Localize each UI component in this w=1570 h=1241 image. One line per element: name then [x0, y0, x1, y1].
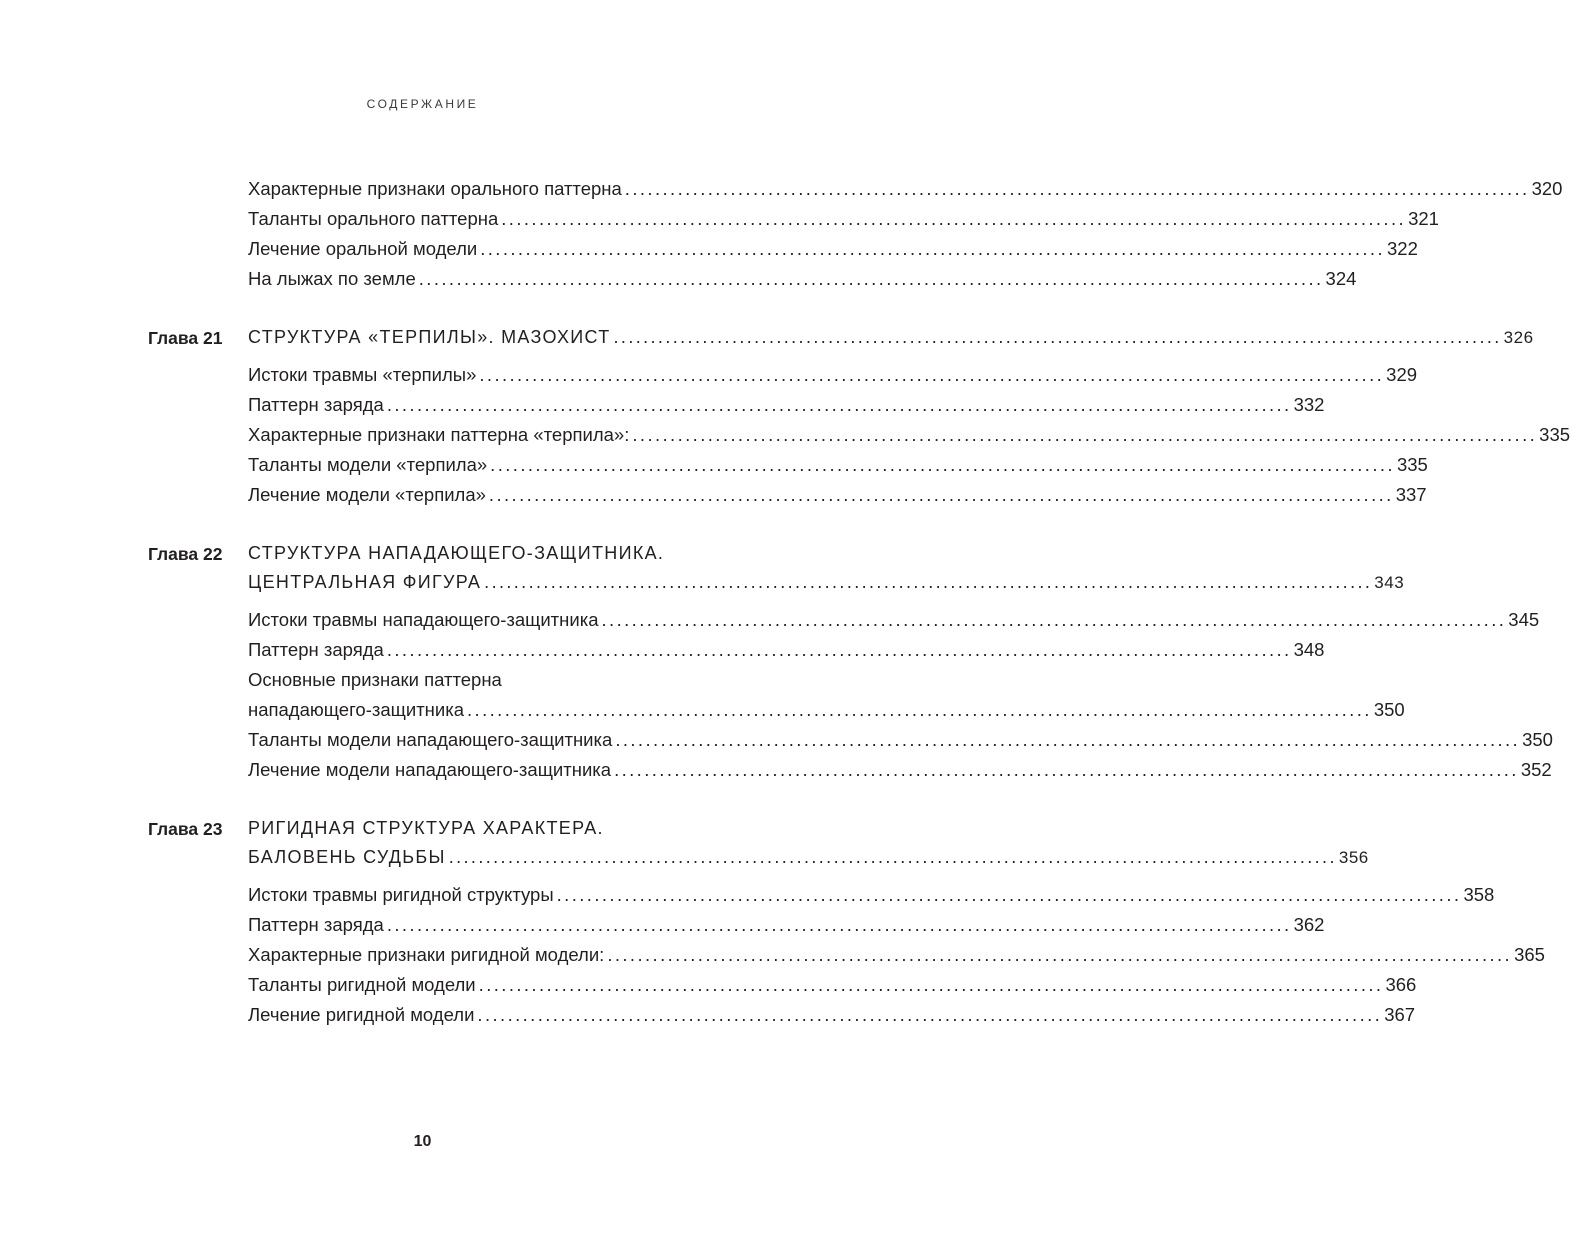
- dot-leader: ........................................................................................................................: [477, 1004, 1383, 1025]
- toc-entry[interactable]: [248, 174, 1563, 204]
- dot-leader: ........................................................................................................................: [601, 609, 1507, 630]
- toc-entry[interactable]: [248, 420, 1570, 450]
- toc-entry-page: 329: [1386, 364, 1418, 385]
- toc-entry[interactable]: [248, 725, 1553, 755]
- table-of-contents: [0, 174, 1570, 1030]
- chapter-title[interactable]: [248, 843, 1369, 872]
- leading-entries: [0, 174, 1563, 294]
- dot-leader: ........................................................................................................................: [386, 914, 1292, 935]
- dot-leader: ........................................................................................................................: [467, 699, 1372, 720]
- toc-entry-line[interactable]: [248, 665, 738, 695]
- page-number: 10: [413, 1133, 432, 1150]
- toc-entry-title: Таланты модели нападающего-защитника: [248, 729, 613, 750]
- toc-entry-title: Таланты орального паттерна: [248, 208, 499, 229]
- toc-entry-page: 332: [1293, 394, 1325, 415]
- chapter-entries: [0, 880, 1545, 1030]
- toc-entry-title: Паттерн заряда: [248, 639, 384, 660]
- toc-entry-title: Лечение модели «терпила»: [248, 484, 486, 505]
- dot-leader: ........................................................................................................................: [490, 454, 1395, 475]
- dot-leader: ........................................................................................................................: [501, 208, 1407, 229]
- dot-leader: ........................................................................................................................: [615, 729, 1521, 750]
- chapter-label: Глава 22: [148, 544, 223, 564]
- dot-leader: ........................................................................................................................: [484, 572, 1373, 592]
- dot-leader: ........................................................................................................................: [624, 178, 1530, 199]
- chapter-title-text: БАЛОВЕНЬ СУДЬБЫ: [248, 847, 446, 867]
- toc-entry[interactable]: [248, 204, 1439, 234]
- toc-entry-page: 365: [1514, 944, 1545, 965]
- chapter-title-text: ЦЕНТРАЛЬНАЯ ФИГУРА: [248, 572, 482, 592]
- toc-entry-page: 345: [1508, 609, 1540, 630]
- dot-leader: ........................................................................................................................: [632, 424, 1538, 445]
- chapter-entries: [0, 360, 1570, 510]
- toc-entry-page: 337: [1395, 484, 1427, 505]
- toc-entry-title: Характерные признаки паттерна «терпила»:: [248, 424, 630, 445]
- chapter-title-text: СТРУКТУРА НАПАДАЮЩЕГО-ЗАЩИТНИКА.: [248, 543, 665, 563]
- toc-entry[interactable]: [248, 390, 1325, 420]
- chapter-title-line[interactable]: [248, 814, 738, 843]
- toc-entry[interactable]: [248, 360, 1418, 390]
- toc-entry-page: 324: [1325, 268, 1357, 289]
- toc-entry[interactable]: [248, 264, 1357, 294]
- toc-entry-page: 320: [1531, 178, 1563, 199]
- toc-entry[interactable]: [248, 695, 1405, 725]
- toc-entry-title: Таланты ригидной модели: [248, 974, 476, 995]
- toc-entry[interactable]: [248, 635, 1325, 665]
- dot-leader: ........................................................................................................................: [448, 847, 1337, 867]
- toc-entry-title: Основные признаки паттерна: [248, 669, 502, 690]
- dot-leader: ........................................................................................................................: [478, 974, 1384, 995]
- chapter-page: 326: [1503, 328, 1534, 347]
- chapter-label: Глава 23: [148, 819, 223, 839]
- toc-entry[interactable]: [248, 480, 1427, 510]
- toc-entry[interactable]: [248, 755, 1552, 785]
- dot-leader: ........................................................................................................................: [488, 484, 1394, 505]
- dot-leader: ........................................................................................................................: [479, 364, 1385, 385]
- chapter-23: [0, 814, 1545, 1030]
- toc-entry-title: Лечение оральной модели: [248, 238, 478, 259]
- toc-entry[interactable]: [248, 1000, 1416, 1030]
- toc-entry[interactable]: [248, 880, 1495, 910]
- toc-entry[interactable]: [248, 910, 1325, 940]
- dot-leader: ........................................................................................................................: [556, 884, 1462, 905]
- chapter-page: 356: [1338, 848, 1369, 867]
- toc-entry-title: Паттерн заряда: [248, 394, 384, 415]
- toc-entry-page: 335: [1396, 454, 1428, 475]
- chapter-21: [0, 323, 1570, 510]
- dot-leader: ........................................................................................................................: [607, 944, 1513, 965]
- chapter-label: Глава 21: [148, 328, 223, 348]
- dot-leader: ........................................................................................................................: [386, 394, 1292, 415]
- toc-entry-page: 335: [1539, 424, 1570, 445]
- toc-entry-page: 321: [1408, 208, 1439, 229]
- toc-entry-title: нападающего-защитника: [248, 699, 465, 720]
- chapter-title[interactable]: [248, 568, 1405, 597]
- chapter-title-text: РИГИДНАЯ СТРУКТУРА ХАРАКТЕРА.: [248, 818, 604, 838]
- chapter-title[interactable]: [248, 323, 1534, 352]
- dot-leader: ........................................................................................................................: [386, 639, 1292, 660]
- toc-entry-page: 362: [1293, 914, 1325, 935]
- toc-entry[interactable]: [248, 940, 1545, 970]
- chapter-title-text: СТРУКТУРА «ТЕРПИЛЫ». МАЗОХИСТ: [248, 327, 611, 347]
- toc-entry-title: Паттерн заряда: [248, 914, 384, 935]
- toc-entry-page: 352: [1520, 759, 1552, 780]
- toc-entry-page: 348: [1293, 639, 1325, 660]
- dot-leader: ........................................................................................................................: [480, 238, 1385, 259]
- toc-entry-title: Характерные признаки ригидной модели:: [248, 944, 605, 965]
- toc-entry-title: Таланты модели «терпила»: [248, 454, 488, 475]
- chapter-entries: [0, 605, 1553, 785]
- toc-entry-title: На лыжах по земле: [248, 268, 416, 289]
- toc-entry-title: Истоки травмы «терпилы»: [248, 364, 477, 385]
- toc-entry-title: Лечение ригидной модели: [248, 1004, 475, 1025]
- toc-entry-title: Истоки травмы ригидной структуры: [248, 884, 554, 905]
- dot-leader: ........................................................................................................................: [614, 759, 1519, 780]
- chapter-22: [0, 539, 1553, 785]
- toc-entry[interactable]: [248, 234, 1418, 264]
- toc-entry-page: 366: [1385, 974, 1417, 995]
- chapter-title-line[interactable]: [248, 539, 738, 568]
- dot-leader: ........................................................................................................................: [613, 327, 1502, 347]
- toc-entry-page: 322: [1387, 238, 1418, 259]
- toc-entry[interactable]: [248, 605, 1540, 635]
- running-header: СОДЕРЖАНИЕ: [366, 97, 479, 111]
- toc-entry-page: 350: [1522, 729, 1553, 750]
- toc-entry-title: Истоки травмы нападающего-защитника: [248, 609, 599, 630]
- toc-entry[interactable]: [248, 970, 1417, 1000]
- toc-entry-page: 350: [1373, 699, 1405, 720]
- toc-entry-title: Характерные признаки орального паттерна: [248, 178, 622, 199]
- toc-entry-page: 367: [1384, 1004, 1416, 1025]
- toc-entry-title: Лечение модели нападающего-защитника: [248, 759, 612, 780]
- toc-entry[interactable]: [248, 450, 1428, 480]
- dot-leader: ........................................................................................................................: [418, 268, 1324, 289]
- toc-entry-page: 358: [1463, 884, 1495, 905]
- chapter-page: 343: [1374, 573, 1405, 592]
